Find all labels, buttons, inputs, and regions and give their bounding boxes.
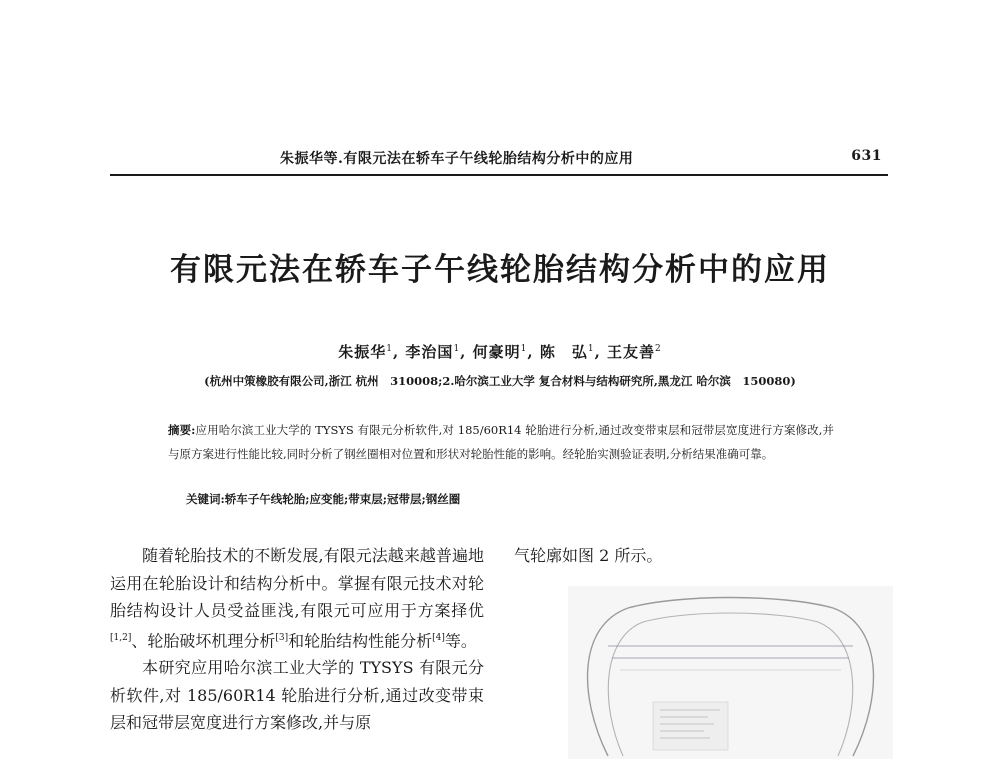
affiliations: (杭州中策橡胶有限公司,浙江 杭州 310008;2.哈尔滨工业大学 复合材料与结构研究所,黑龙江 哈尔滨 150080) — [204, 374, 796, 388]
keywords — [186, 491, 460, 507]
author-name: 王友善 — [607, 343, 656, 361]
right-column-text: 气轮廓如图 2 所示。 — [514, 546, 663, 565]
abstract-label: 摘要: — [168, 423, 196, 437]
body-left-column — [110, 542, 484, 737]
author-name: 陈 弘 — [539, 343, 588, 361]
abstract — [168, 418, 834, 466]
running-title: 朱振华等.有限元法在轿车子午线轮胎结构分析中的应用 — [280, 151, 634, 167]
citation: [1,2] — [110, 632, 132, 643]
author-affiliation-mark: 1 — [453, 344, 461, 354]
citation: [3] — [275, 632, 289, 643]
author-affiliation-mark: 1 — [386, 344, 393, 354]
keywords-label: 关键词: — [186, 492, 225, 506]
author-affiliation-mark: 2 — [655, 344, 662, 354]
article-title: 有限元法在轿车子午线轮胎结构分析中的应用 — [170, 252, 830, 288]
page-number: 631 — [851, 148, 882, 164]
body-paragraph: 本研究应用哈尔滨工业大学的 TYSYS 有限元分析软件,对 185/60R14 轮胎进行分析,通过改变带束层和冠带层宽度进行方案修改,并与原 — [110, 658, 484, 733]
citation: [4] — [432, 632, 445, 643]
author-name: 李治国 — [405, 343, 454, 361]
author-name: 何豪明 — [472, 343, 521, 361]
author-affiliation-mark: 1 — [520, 344, 528, 354]
author-list: 朱振华$^1$, 李治国$^1$, 何豪明$^1$, 陈 弘$^1$, 王友善$^2$ — [338, 343, 662, 361]
header-rule — [110, 174, 888, 176]
keywords-text: 轿车子午线轮胎;应变能;带束层;冠带层;钢丝圈 — [224, 492, 461, 506]
tire-outer-contour — [588, 598, 874, 757]
tire-contour-drawing — [568, 586, 893, 759]
abstract-text: 应用哈尔滨工业大学的 TYSYS 有限元分析软件,对 185/60R14 轮胎进行分析,通过改变带束层和冠带层宽度进行方案修改,并与原方案进行性能比较,同时分析了钢丝圈相对位置和形状对轮胎性能的影响。经轮胎实测验证表明,分析结果准确可靠。 — [168, 423, 834, 461]
body-paragraph: 随着轮胎技术的不断发展,有限元法越来越普遍地运用在轮胎设计和结构分析中。掌握有限元技术对轮胎结构设计人员受益匪浅,有限元可应用于方案择优[1,2]、轮胎破坏机理分析[3]和轮胎结构性能分析[4]等。 — [110, 546, 484, 650]
tire-contour-figure — [568, 586, 893, 759]
author-affiliation-mark: 1 — [587, 344, 595, 354]
author-name: 朱振华 — [338, 343, 387, 361]
tire-inner-contour — [608, 613, 852, 756]
figure-legend-box — [653, 702, 728, 750]
